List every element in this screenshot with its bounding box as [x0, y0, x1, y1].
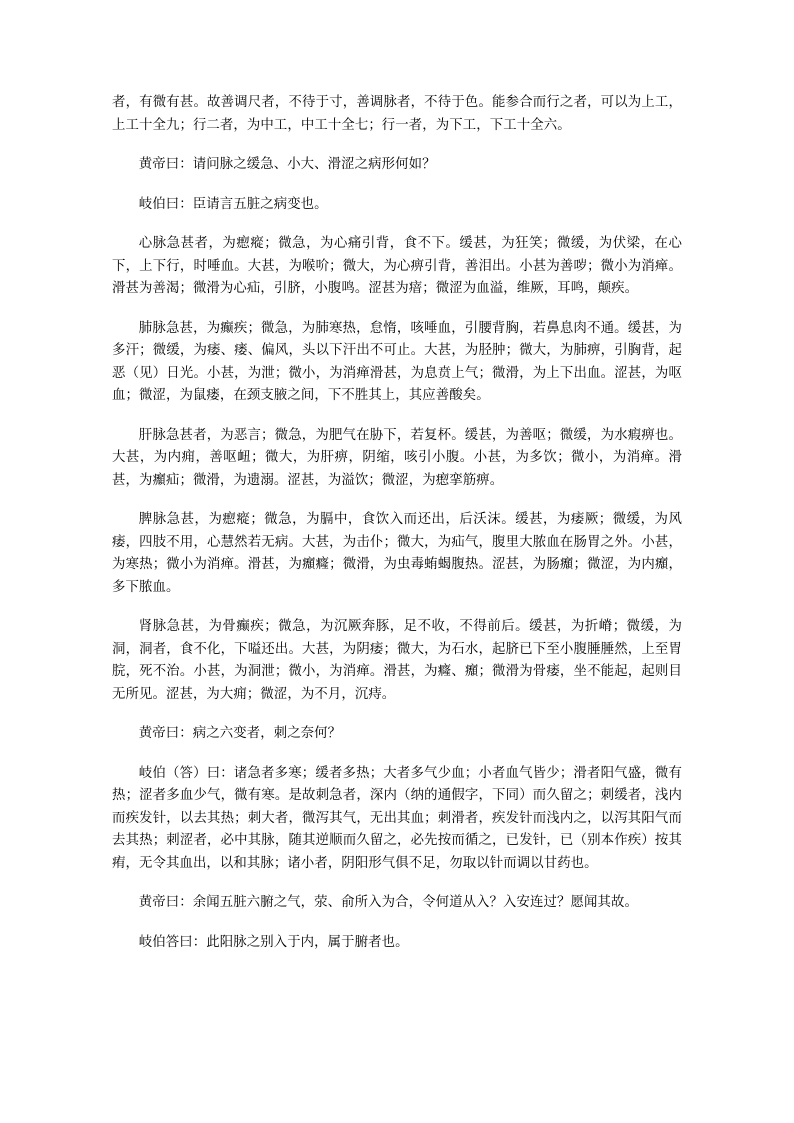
paragraph-heart-pulse: 心脉急甚者，为瘛瘲；微急，为心痛引背，食不下。缓甚，为狂笑；微缓，为伏梁，在心下，上下行，时唾血。大甚，为喉吤；微大，为心痹引背，善泪出。小甚为善哕；微小为消瘅。滑甚为善渴；微滑为心疝，引脐，小腹鸣。涩甚为瘖；微涩为血溢，维厥，耳鸣，颠疾。 [112, 236, 682, 296]
paragraph-kidney-pulse: 肾脉急甚，为骨癫疾；微急，为沉厥奔豚，足不收，不得前后。缓甚，为折嵴；微缓，为洞，洞者，食不化，下嗌还出。大甚，为阴痿；微大，为石水，起脐已下至小腹腄腄然，上至胃脘，死不治。小甚，为洞泄；微小，为消瘅。滑甚，为癃、㿗；微滑为骨痿，坐不能起，起则目无所见。涩甚，为大痈；微涩，为不月，沉痔。 [112, 619, 682, 702]
paragraph-liver-pulse: 肝脉急甚者，为恶言；微急，为肥气在胁下，若复杯。缓甚，为善呕；微缓，为水瘕痹也。大甚，为内痈，善呕衄；微大，为肝痹，阴缩，咳引小腹。小甚，为多饮；微小，为消瘅。滑甚，为㿗疝；微滑，为遗溺。涩甚，为溢饮；微涩，为瘛挛筋痹。 [112, 427, 682, 488]
paragraph-spleen-pulse: 脾脉急甚，为瘛瘲；微急，为膈中，食饮入而还出，后沃沫。缓甚，为痿厥；微缓，为风痿，四肢不用，心慧然若无病。大甚，为击仆；微大，为疝气，腹里大脓血在肠胃之外。小甚，为寒热；微小为消瘅。滑甚，为㿗癃；微滑，为虫毒蛕蝎腹热。涩甚，为肠㿗；微涩，为内㿗，多下脓血。 [112, 512, 682, 595]
paragraph-continuation: 者，有微有甚。故善调尺者，不待于寸，善调脉者，不待于色。能参合而行之者，可以为上工，上工十全九；行二者，为中工，中工十全七；行一者，为下工，下工十全六。 [112, 95, 682, 133]
paragraph-qibo-answer-yang-pulse: 岐伯答曰：此阳脉之别入于内，属于腑者也。 [138, 934, 409, 950]
paragraph-huangdi-question-qi: 黄帝曰：余闻五脏六腑之气，荥、俞所入为合，令何道从入？入安连过？愿闻其故。 [138, 895, 638, 910]
paragraph-lung-pulse: 肺脉急甚，为癫疾；微急，为肺寒热，怠惰，咳唾血，引腰背胸，若鼻息肉不通。缓甚，为多汗；微缓，为痿、瘘、偏风，头以下汗出不可止。大甚，为胫肿；微大，为肺痹，引胸背，起恶（见）日光。小甚，为泄；微小，为消瘅滑甚，为息贲上气；微滑，为上下出血。涩甚，为呕血；微涩，为鼠瘘，在颈支腋之间，下不胜其上，其应善酸矣。 [112, 320, 682, 403]
paragraph-huangdi-question-pulse: 黄帝曰：请问脉之缓急、小大、滑涩之病形何如？ [138, 157, 436, 172]
paragraph-qibo-answer-five-organs: 岐伯曰：臣请言五脏之病变也。 [138, 196, 328, 212]
paragraph-qibo-answer-needling: 岐伯（答）曰：诸急者多寒；缓者多热；大者多气少血；小者血气皆少；滑者阳气盛，微有热；涩者多血少气，微有寒。是故刺急者，深内（纳的通假字，下同）而久留之；刺缓者，浅内而疾发针，以去其热；刺大者，微泻其气，无出其血；刺滑者，疾发针而浅内之，以泻其阳气而去其热；刺涩者，必中其脉，随其逆顺而久留之，必先按而循之，已发针，已（别本作疾）按其痏，无令其血出，以和其脉；诸小者，阴阳形气俱不足，勿取以针而调以甘药也。 [112, 765, 682, 871]
paragraph-huangdi-question-needling: 黄帝曰：病之六变者，刺之奈何？ [138, 726, 342, 741]
